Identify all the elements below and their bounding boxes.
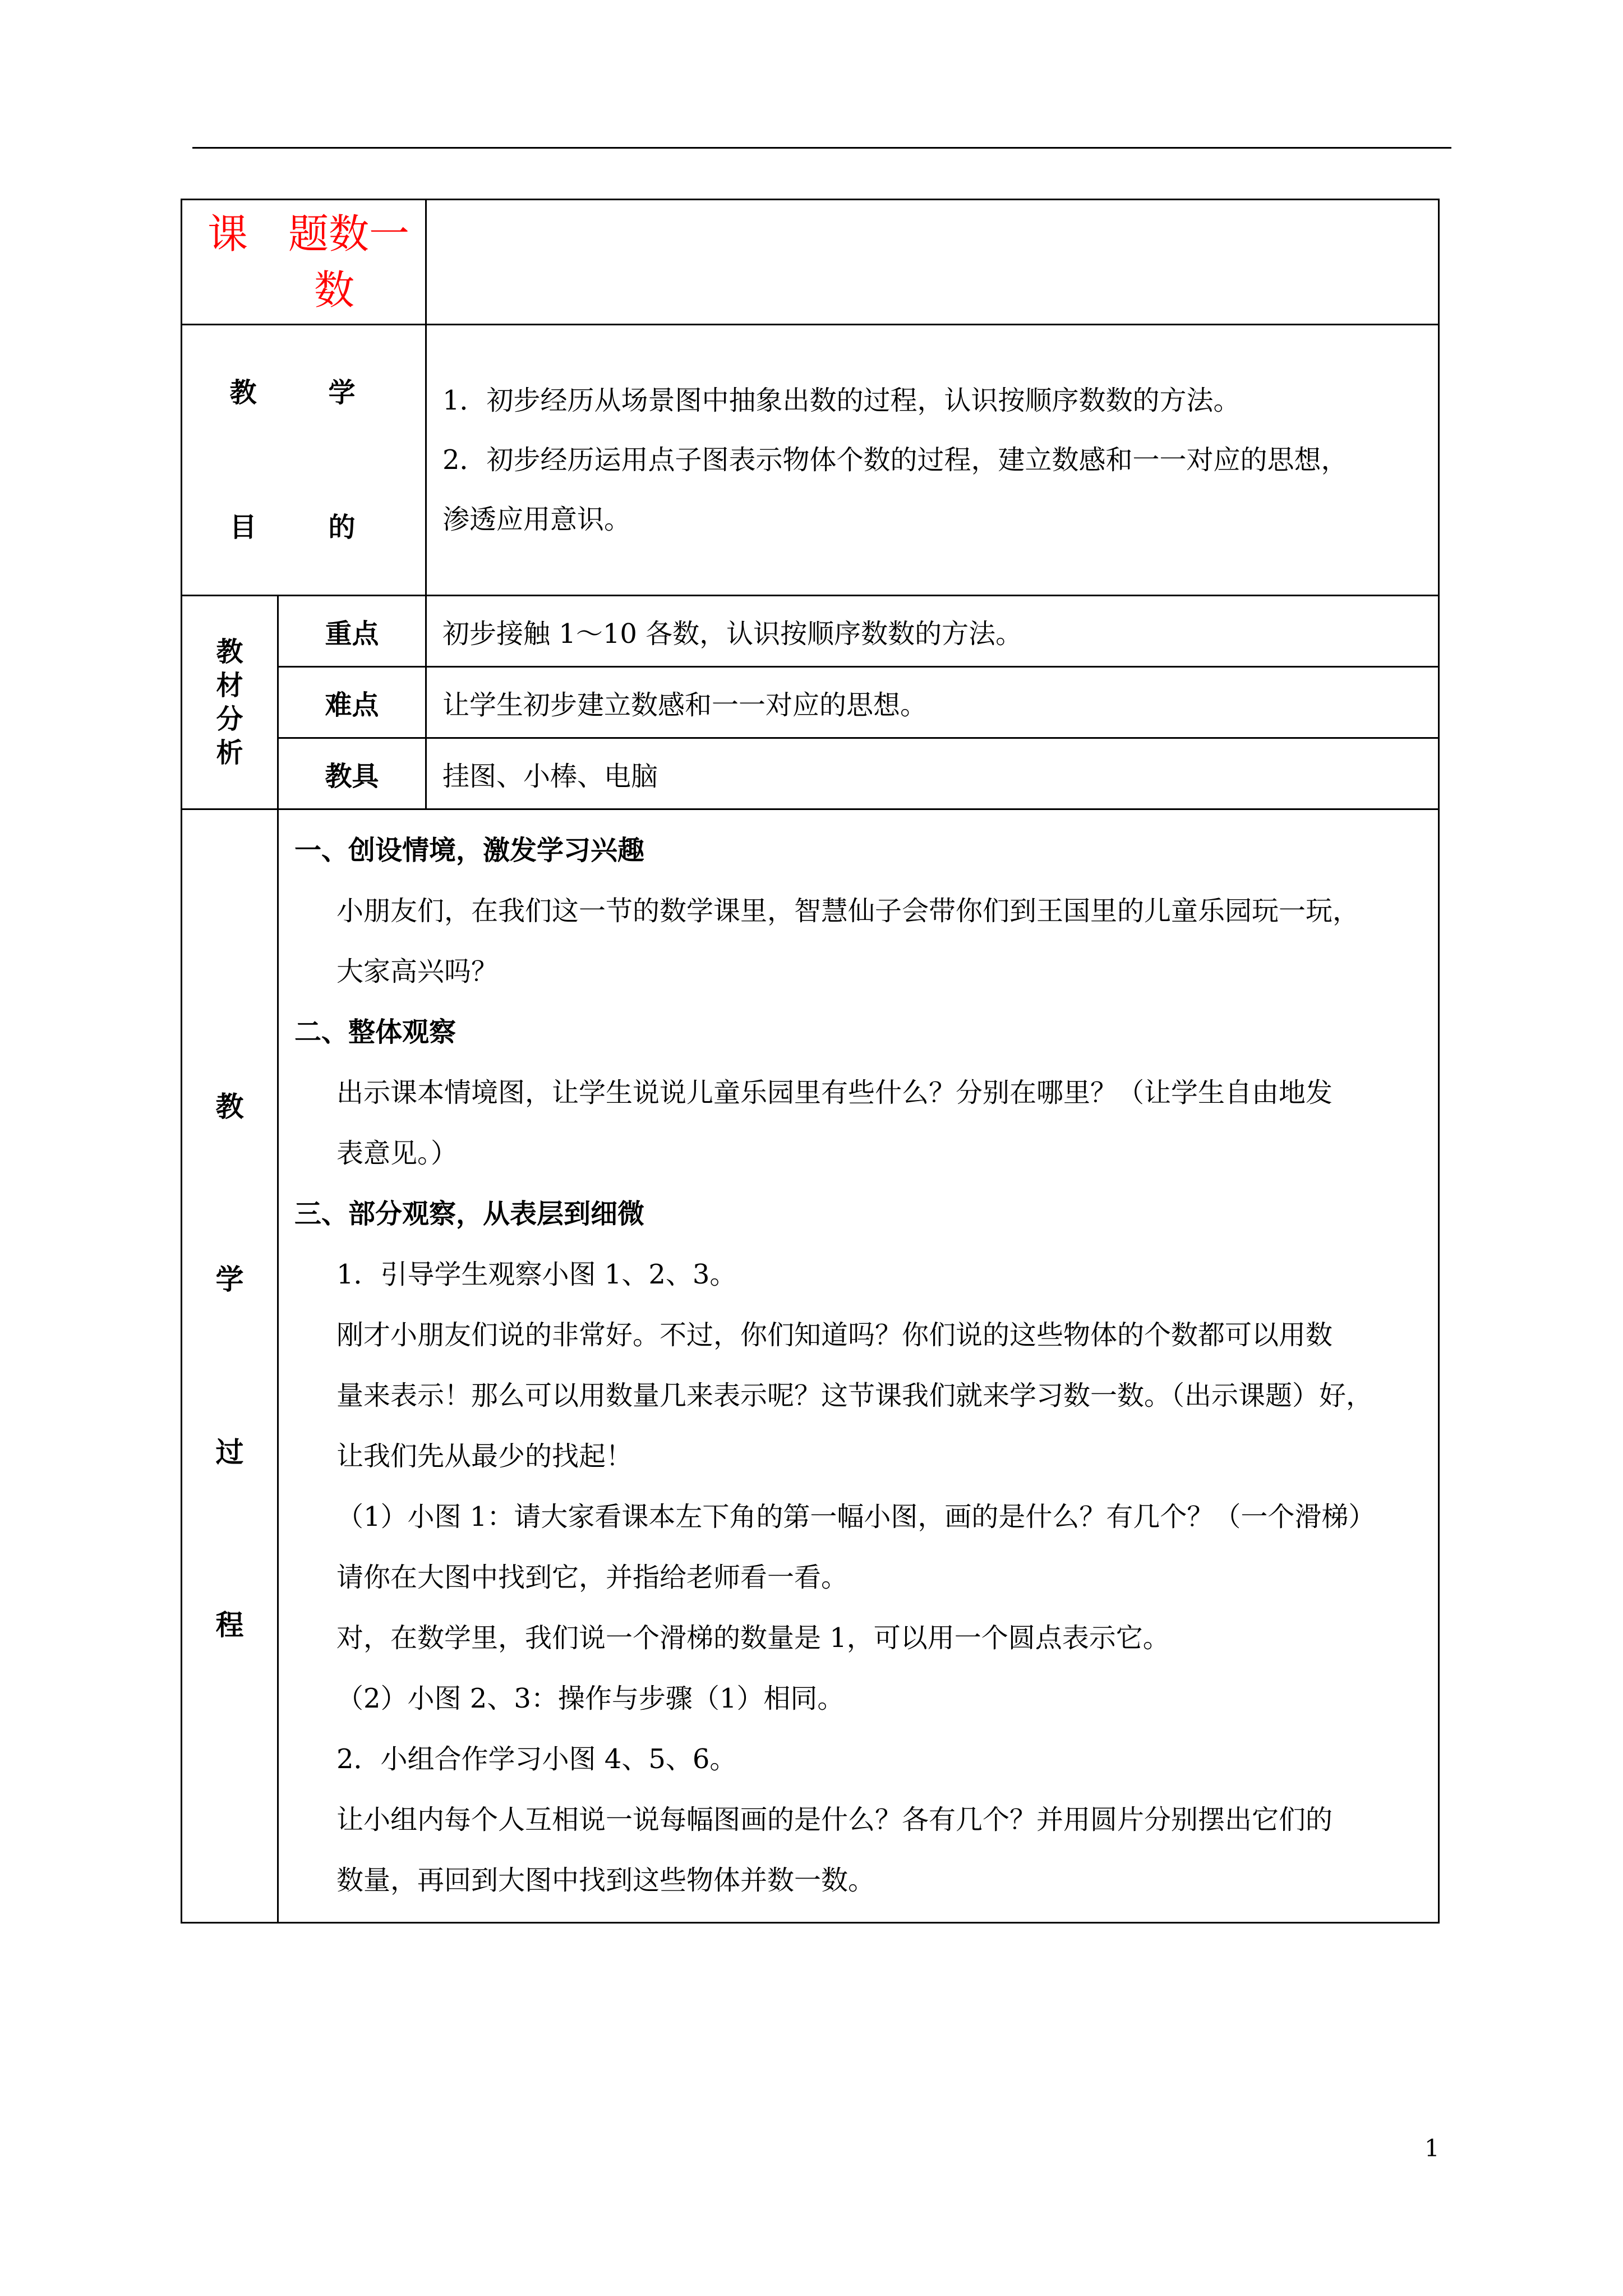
process-paragraph-line: 让小组内每个人互相说一说每幅图画的是什么？各有几个？并用圆片分别摆出它们的 <box>336 1804 1333 1835</box>
process-paragraph-line: 出示课本情境图，让学生说说儿童乐园里有些什么？分别在哪里？（让学生自由地发 <box>336 1077 1333 1108</box>
process-label-char: 教 <box>215 1090 244 1123</box>
goal-item: 1．初步经历从场景图中抽象出数的过程，认识按顺序数数的方法。 <box>442 385 1241 416</box>
analysis-label-char: 材 <box>216 670 243 701</box>
process-section-heading: 一、创设情境，激发学习兴趣 <box>294 835 645 866</box>
process-paragraph-line: 让我们先从最少的找起！ <box>336 1441 633 1472</box>
process-paragraph-line: 2．小组合作学习小图 4、5、6。 <box>336 1743 737 1775</box>
process-paragraph-line: 表意见。） <box>336 1138 458 1169</box>
analysis-row-tools <box>182 738 1439 809</box>
process-section-heading: 三、部分观察，从表层到细微 <box>294 1198 645 1230</box>
analysis-label-char: 析 <box>216 737 243 769</box>
goals-label <box>182 325 426 596</box>
analysis-row-difficulty <box>182 667 1439 738</box>
process-paragraph-line: （1）小图 1：请大家看课本左下角的第一幅小图，画的是什么？有几个？（一个滑梯） <box>336 1501 1376 1533</box>
process-paragraph-line: 对，在数学里，我们说一个滑梯的数量是 1，可以用一个圆点表示它。 <box>336 1622 1170 1654</box>
difficulty-text: 让学生初步建立数感和一一对应的思想。 <box>426 667 1439 738</box>
title-value-cell <box>426 200 1439 325</box>
process-paragraph-line: （2）小图 2、3：操作与步骤（1）相同。 <box>336 1683 845 1714</box>
teaching-aids-label: 教具 <box>278 738 426 809</box>
analysis-label <box>182 596 278 809</box>
process-paragraph-line: 量来表示！那么可以用数量几来表示呢？这节课我们就来学习数一数。（出示课题）好， <box>336 1380 1373 1411</box>
goals-content <box>426 325 1439 596</box>
process-content <box>278 809 1439 1923</box>
key-point-label: 重点 <box>278 596 426 667</box>
process-label <box>182 809 278 1923</box>
process-paragraph-line: 大家高兴吗？ <box>336 956 499 987</box>
process-paragraph-line: 请你在大图中找到它，并指给老师看一看。 <box>336 1562 849 1593</box>
analysis-row-key <box>182 596 1439 667</box>
header-rule <box>192 147 1451 149</box>
title-cell <box>182 200 426 325</box>
process-paragraph-line: 刚才小朋友们说的非常好。不过，你们知道吗？你们说的这些物体的个数都可以用数 <box>336 1319 1333 1351</box>
lesson-title-line1: 课 题数一 <box>208 210 410 257</box>
key-point-text: 初步接触 1～10 各数，认识按顺序数数的方法。 <box>426 596 1439 667</box>
process-paragraph-line: 1．引导学生观察小图 1、2、3。 <box>336 1259 737 1290</box>
lesson-title <box>208 206 425 318</box>
goal-item: 渗透应用意识。 <box>442 504 631 535</box>
process-lines <box>294 820 1427 1911</box>
process-paragraph-line: 小朋友们，在我们这一节的数学课里，智慧仙子会带你们到王国里的儿童乐园玩一玩， <box>336 895 1360 927</box>
lesson-title-line2: 数 <box>314 266 355 314</box>
process-paragraph-line: 数量，再回到大图中找到这些物体并数一数。 <box>336 1865 875 1896</box>
process-section-heading: 二、整体观察 <box>294 1016 457 1048</box>
lesson-plan-table <box>181 199 1440 1924</box>
process-label-char: 学 <box>215 1263 244 1296</box>
goals-row <box>182 325 1439 596</box>
page-number: 1 <box>1424 2134 1440 2162</box>
difficulty-label: 难点 <box>278 667 426 738</box>
analysis-label-char: 教 <box>216 636 243 668</box>
goals-label-line2: 目 的 <box>229 512 378 543</box>
title-row <box>182 200 1439 325</box>
process-label-char: 过 <box>215 1435 244 1469</box>
goals-label-line1: 教 学 <box>229 377 378 408</box>
teaching-aids-text: 挂图、小棒、电脑 <box>426 738 1439 809</box>
analysis-label-char: 分 <box>216 703 243 735</box>
process-row <box>182 809 1439 1923</box>
process-label-char: 程 <box>215 1608 244 1641</box>
goal-item: 2．初步经历运用点子图表示物体个数的过程，建立数感和一一对应的思想， <box>442 444 1348 476</box>
